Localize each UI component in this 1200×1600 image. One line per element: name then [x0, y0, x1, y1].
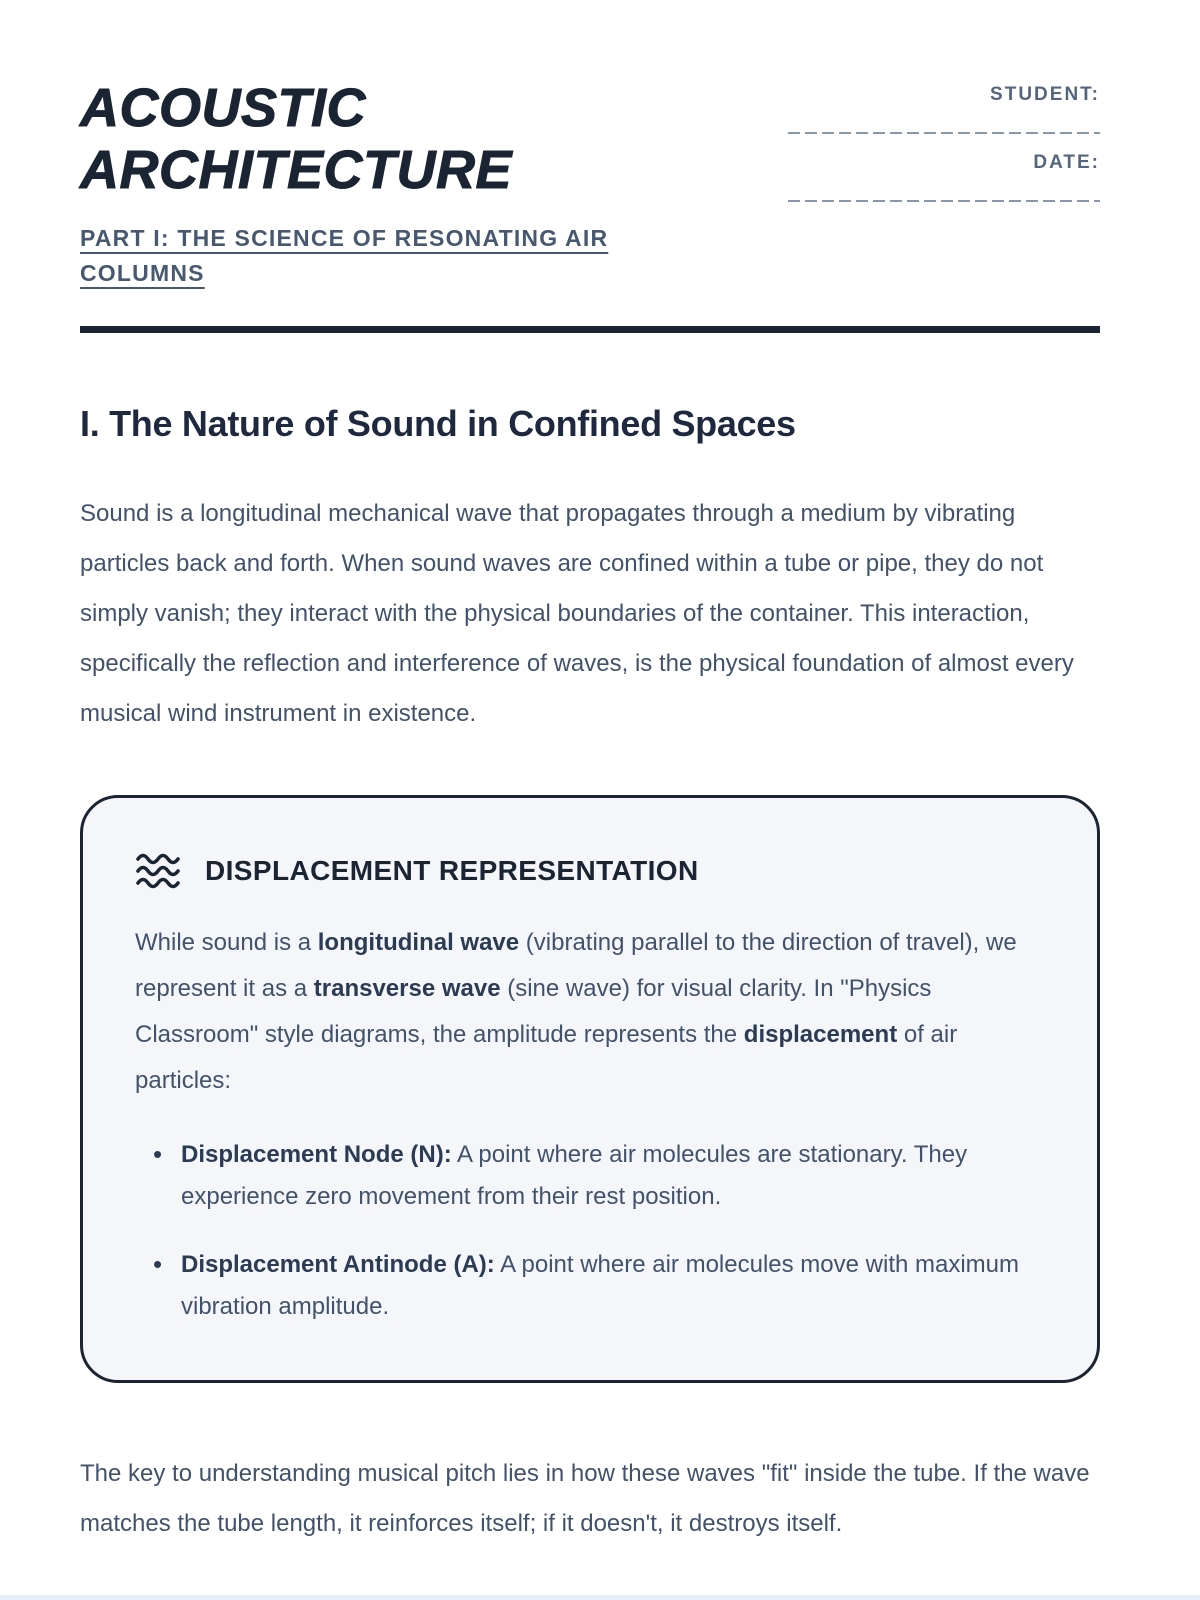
callout-bullet-item: • Displacement Node (N): A point where air molecules are stationary. They experience zero movement from their rest position.	[181, 1134, 1045, 1218]
date-fill-line	[788, 200, 1100, 202]
section-heading: I. The Nature of Sound in Confined Spaces	[80, 403, 796, 445]
date-field	[788, 152, 1100, 202]
callout-bullet-list	[135, 1134, 1045, 1328]
header-title-block	[80, 78, 720, 290]
next-section-top-edge	[0, 1595, 1200, 1600]
document-title-line2: ARCHITECTURE	[80, 139, 512, 200]
document-title	[80, 78, 720, 201]
document-subtitle: PART I: THE SCIENCE OF RESONATING AIR COLUMNS	[80, 225, 609, 286]
waves-icon	[135, 850, 181, 892]
section-divider-rule	[80, 326, 1100, 333]
callout-body-paragraph: While sound is a longitudinal wave (vibrating parallel to the direction of travel), we represent it as a transverse wave (sine wave) for visual clarity. In "Physics Classroom" style diagrams, the amplitude represents the displacement of air particles:	[135, 929, 1017, 1095]
callout-title: DISPLACEMENT REPRESENTATION	[205, 855, 699, 887]
student-field	[788, 84, 1100, 134]
outro-paragraph: The key to understanding musical pitch lies in how these waves "fit" inside the tube. If the wave matches the tube length, it reinforces itself; if it doesn't, it destroys itself.	[80, 1460, 1090, 1538]
date-label: DATE:	[1033, 152, 1100, 173]
callout-bullet-item: • Displacement Antinode (A): A point where air molecules move with maximum vibration amplitude.	[181, 1244, 1045, 1328]
student-date-block	[788, 78, 1100, 202]
displacement-callout-box	[80, 795, 1100, 1383]
header	[80, 78, 1100, 290]
student-label: STUDENT:	[990, 84, 1100, 105]
callout-header	[135, 850, 1045, 892]
student-fill-line	[788, 132, 1100, 134]
document-title-line1: ACOUSTIC	[80, 78, 366, 138]
intro-paragraph: Sound is a longitudinal mechanical wave that propagates through a medium by vibrating particles back and forth. When sound waves are confined within a tube or pipe, they do not simply vanish; they interact with the physical boundaries of the container. This interaction, specifically the reflection and interference of waves, is the physical foundation of almost every musical wind instrument in existence.	[80, 500, 1074, 728]
